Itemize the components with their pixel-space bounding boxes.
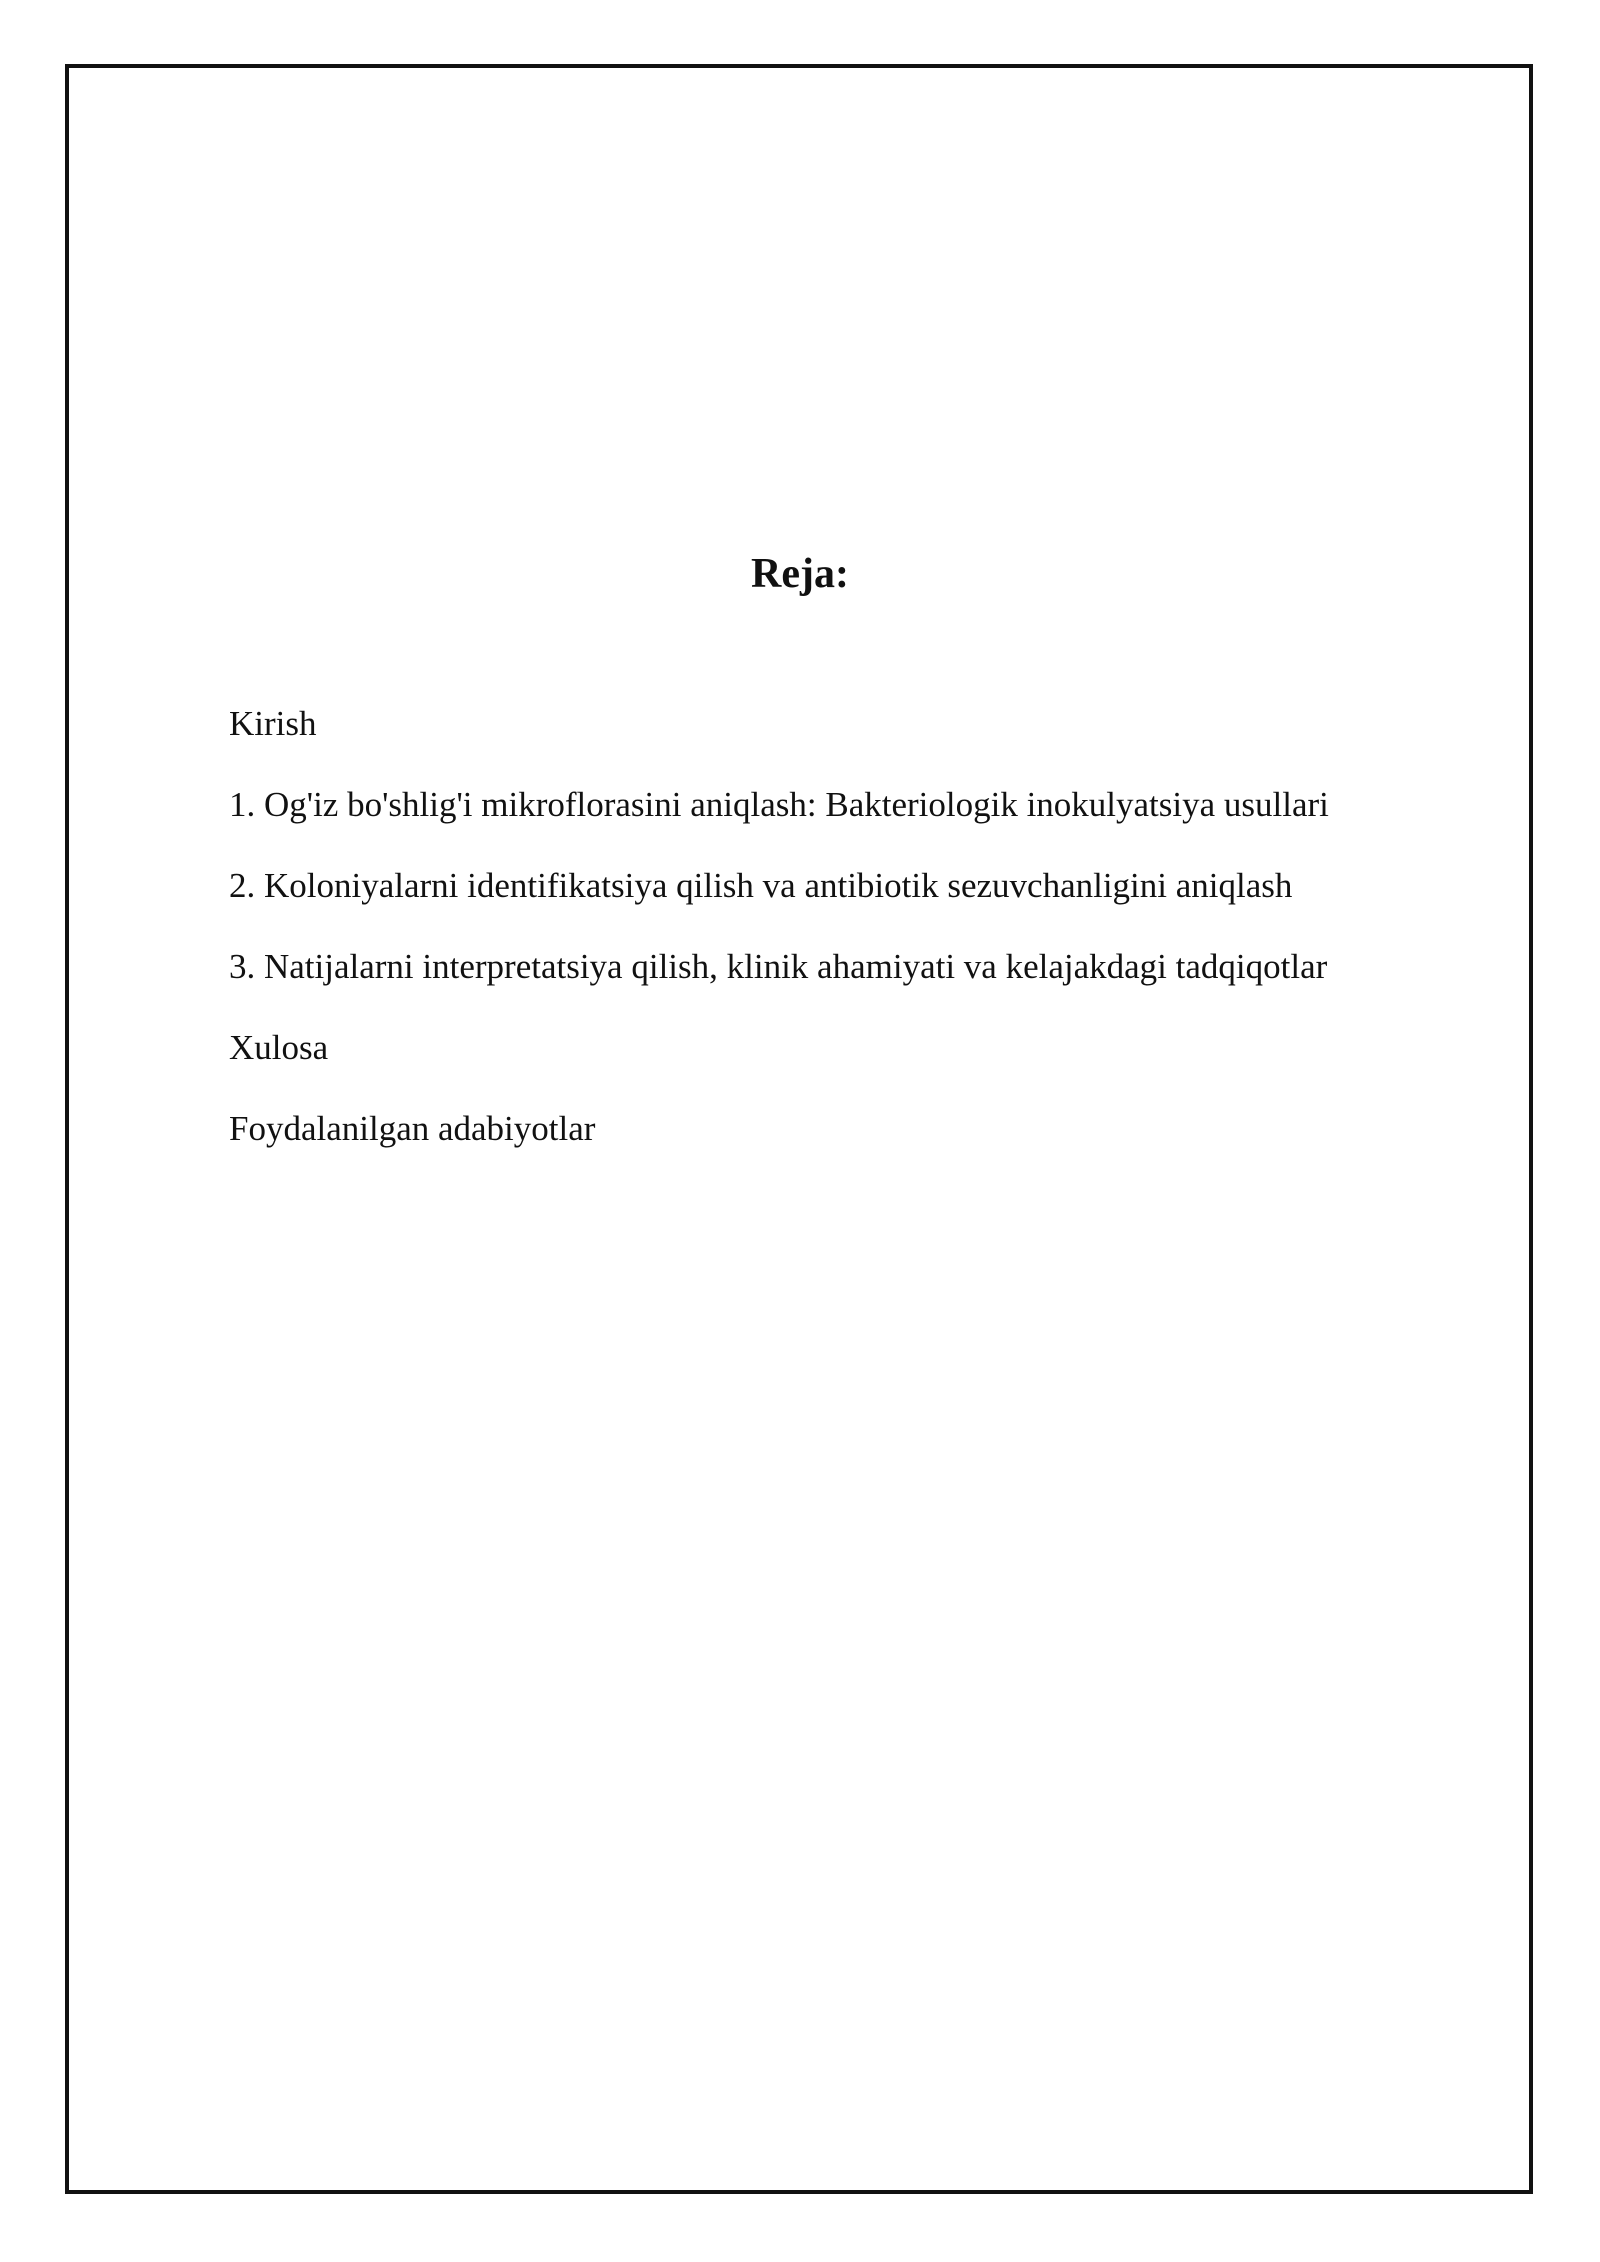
toc-item-chapter-1: 1. Og'iz bo'shlig'i mikroflorasini aniqlash: Bakteriologik inokulyatsiya usullari [229,785,1329,824]
table-of-contents [229,700,1489,1186]
toc-item-conclusion: Xulosa [229,1028,329,1067]
toc-item-introduction: Kirish [229,704,317,743]
toc-item-chapter-2: 2. Koloniyalarni identifikatsiya qilish va antibiotik sezuvchanligini aniqlash [229,866,1293,905]
page-title: Reja: [751,551,849,597]
toc-item-chapter-3: 3. Natijalarni interpretatsiya qilish, klinik ahamiyati va kelajakdagi tadqiqotlar [229,947,1328,986]
toc-item-references: Foydalanilgan adabiyotlar [229,1109,596,1148]
